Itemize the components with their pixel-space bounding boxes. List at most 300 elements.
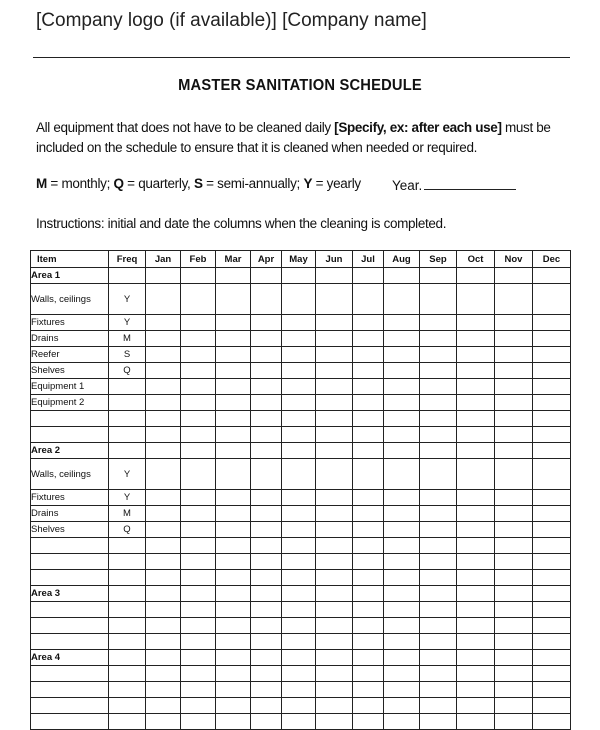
month-cell-apr[interactable]: [251, 618, 282, 634]
month-cell-sep[interactable]: [420, 506, 457, 522]
month-cell-apr[interactable]: [251, 331, 282, 347]
month-cell-mar[interactable]: [216, 331, 251, 347]
month-cell-apr[interactable]: [251, 714, 282, 730]
month-cell-may[interactable]: [282, 682, 316, 698]
month-cell-jun[interactable]: [316, 506, 353, 522]
month-cell-dec[interactable]: [533, 363, 571, 379]
month-cell-nov[interactable]: [495, 347, 533, 363]
month-cell-nov[interactable]: [495, 554, 533, 570]
month-cell-jul[interactable]: [353, 363, 384, 379]
month-cell-apr[interactable]: [251, 554, 282, 570]
month-cell-oct[interactable]: [457, 682, 495, 698]
month-cell-dec[interactable]: [533, 618, 571, 634]
month-cell-jun[interactable]: [316, 315, 353, 331]
month-cell-mar[interactable]: [216, 459, 251, 490]
month-cell-mar[interactable]: [216, 347, 251, 363]
month-cell-sep[interactable]: [420, 602, 457, 618]
month-cell-jul[interactable]: [353, 315, 384, 331]
month-cell-sep[interactable]: [420, 666, 457, 682]
month-cell-nov[interactable]: [495, 714, 533, 730]
month-cell-may[interactable]: [282, 666, 316, 682]
month-cell-mar[interactable]: [216, 618, 251, 634]
month-cell-dec[interactable]: [533, 570, 571, 586]
month-cell-nov[interactable]: [495, 315, 533, 331]
month-cell-mar[interactable]: [216, 315, 251, 331]
month-cell-feb[interactable]: [181, 490, 216, 506]
month-cell-jun[interactable]: [316, 570, 353, 586]
month-cell-sep[interactable]: [420, 586, 457, 602]
month-cell-dec[interactable]: [533, 315, 571, 331]
month-cell-oct[interactable]: [457, 666, 495, 682]
month-cell-may[interactable]: [282, 554, 316, 570]
month-cell-mar[interactable]: [216, 570, 251, 586]
month-cell-apr[interactable]: [251, 443, 282, 459]
month-cell-oct[interactable]: [457, 522, 495, 538]
month-cell-feb[interactable]: [181, 379, 216, 395]
month-cell-mar[interactable]: [216, 666, 251, 682]
month-cell-oct[interactable]: [457, 714, 495, 730]
month-cell-jun[interactable]: [316, 268, 353, 284]
month-cell-feb[interactable]: [181, 315, 216, 331]
month-cell-apr[interactable]: [251, 538, 282, 554]
month-cell-jun[interactable]: [316, 347, 353, 363]
month-cell-may[interactable]: [282, 506, 316, 522]
month-cell-sep[interactable]: [420, 682, 457, 698]
month-cell-feb[interactable]: [181, 347, 216, 363]
month-cell-jul[interactable]: [353, 666, 384, 682]
month-cell-oct[interactable]: [457, 443, 495, 459]
month-cell-nov[interactable]: [495, 682, 533, 698]
month-cell-jan[interactable]: [146, 522, 181, 538]
month-cell-apr[interactable]: [251, 490, 282, 506]
month-cell-mar[interactable]: [216, 395, 251, 411]
month-cell-aug[interactable]: [384, 411, 420, 427]
month-cell-may[interactable]: [282, 698, 316, 714]
month-cell-jan[interactable]: [146, 459, 181, 490]
month-cell-feb[interactable]: [181, 506, 216, 522]
month-cell-dec[interactable]: [533, 395, 571, 411]
month-cell-oct[interactable]: [457, 268, 495, 284]
month-cell-oct[interactable]: [457, 395, 495, 411]
month-cell-feb[interactable]: [181, 411, 216, 427]
month-cell-sep[interactable]: [420, 395, 457, 411]
month-cell-apr[interactable]: [251, 268, 282, 284]
month-cell-aug[interactable]: [384, 666, 420, 682]
month-cell-jul[interactable]: [353, 347, 384, 363]
month-cell-oct[interactable]: [457, 554, 495, 570]
month-cell-apr[interactable]: [251, 634, 282, 650]
month-cell-sep[interactable]: [420, 554, 457, 570]
month-cell-apr[interactable]: [251, 602, 282, 618]
month-cell-dec[interactable]: [533, 682, 571, 698]
month-cell-feb[interactable]: [181, 554, 216, 570]
month-cell-sep[interactable]: [420, 331, 457, 347]
month-cell-mar[interactable]: [216, 602, 251, 618]
month-cell-jul[interactable]: [353, 395, 384, 411]
month-cell-feb[interactable]: [181, 538, 216, 554]
month-cell-jun[interactable]: [316, 714, 353, 730]
month-cell-dec[interactable]: [533, 634, 571, 650]
month-cell-oct[interactable]: [457, 634, 495, 650]
month-cell-mar[interactable]: [216, 698, 251, 714]
month-cell-apr[interactable]: [251, 315, 282, 331]
month-cell-jan[interactable]: [146, 714, 181, 730]
month-cell-jan[interactable]: [146, 379, 181, 395]
month-cell-jun[interactable]: [316, 490, 353, 506]
month-cell-jul[interactable]: [353, 682, 384, 698]
month-cell-aug[interactable]: [384, 268, 420, 284]
month-cell-aug[interactable]: [384, 522, 420, 538]
month-cell-jul[interactable]: [353, 427, 384, 443]
month-cell-apr[interactable]: [251, 650, 282, 666]
month-cell-aug[interactable]: [384, 459, 420, 490]
month-cell-nov[interactable]: [495, 490, 533, 506]
month-cell-may[interactable]: [282, 268, 316, 284]
month-cell-jan[interactable]: [146, 411, 181, 427]
month-cell-may[interactable]: [282, 634, 316, 650]
month-cell-jan[interactable]: [146, 698, 181, 714]
month-cell-jan[interactable]: [146, 284, 181, 315]
month-cell-aug[interactable]: [384, 315, 420, 331]
month-cell-apr[interactable]: [251, 682, 282, 698]
month-cell-dec[interactable]: [533, 379, 571, 395]
month-cell-jul[interactable]: [353, 634, 384, 650]
month-cell-may[interactable]: [282, 650, 316, 666]
month-cell-may[interactable]: [282, 347, 316, 363]
month-cell-may[interactable]: [282, 714, 316, 730]
month-cell-nov[interactable]: [495, 363, 533, 379]
month-cell-jul[interactable]: [353, 570, 384, 586]
month-cell-sep[interactable]: [420, 379, 457, 395]
month-cell-dec[interactable]: [533, 411, 571, 427]
month-cell-nov[interactable]: [495, 634, 533, 650]
month-cell-jan[interactable]: [146, 570, 181, 586]
month-cell-aug[interactable]: [384, 682, 420, 698]
month-cell-mar[interactable]: [216, 522, 251, 538]
month-cell-aug[interactable]: [384, 395, 420, 411]
month-cell-jun[interactable]: [316, 602, 353, 618]
month-cell-jun[interactable]: [316, 443, 353, 459]
month-cell-jul[interactable]: [353, 411, 384, 427]
month-cell-jun[interactable]: [316, 427, 353, 443]
month-cell-jul[interactable]: [353, 443, 384, 459]
month-cell-jun[interactable]: [316, 395, 353, 411]
month-cell-mar[interactable]: [216, 586, 251, 602]
month-cell-oct[interactable]: [457, 411, 495, 427]
month-cell-sep[interactable]: [420, 698, 457, 714]
month-cell-mar[interactable]: [216, 634, 251, 650]
month-cell-feb[interactable]: [181, 666, 216, 682]
month-cell-nov[interactable]: [495, 411, 533, 427]
month-cell-may[interactable]: [282, 379, 316, 395]
month-cell-jan[interactable]: [146, 331, 181, 347]
month-cell-feb[interactable]: [181, 650, 216, 666]
month-cell-jan[interactable]: [146, 395, 181, 411]
month-cell-mar[interactable]: [216, 490, 251, 506]
month-cell-nov[interactable]: [495, 538, 533, 554]
month-cell-feb[interactable]: [181, 698, 216, 714]
month-cell-aug[interactable]: [384, 363, 420, 379]
month-cell-oct[interactable]: [457, 427, 495, 443]
month-cell-sep[interactable]: [420, 634, 457, 650]
month-cell-jun[interactable]: [316, 666, 353, 682]
month-cell-nov[interactable]: [495, 698, 533, 714]
month-cell-apr[interactable]: [251, 284, 282, 315]
month-cell-may[interactable]: [282, 443, 316, 459]
month-cell-feb[interactable]: [181, 363, 216, 379]
month-cell-sep[interactable]: [420, 714, 457, 730]
month-cell-may[interactable]: [282, 538, 316, 554]
month-cell-jan[interactable]: [146, 586, 181, 602]
month-cell-oct[interactable]: [457, 490, 495, 506]
month-cell-apr[interactable]: [251, 506, 282, 522]
month-cell-dec[interactable]: [533, 331, 571, 347]
month-cell-nov[interactable]: [495, 379, 533, 395]
month-cell-oct[interactable]: [457, 506, 495, 522]
month-cell-jan[interactable]: [146, 682, 181, 698]
month-cell-aug[interactable]: [384, 586, 420, 602]
month-cell-feb[interactable]: [181, 586, 216, 602]
month-cell-dec[interactable]: [533, 268, 571, 284]
month-cell-jan[interactable]: [146, 554, 181, 570]
month-cell-feb[interactable]: [181, 331, 216, 347]
month-cell-jul[interactable]: [353, 554, 384, 570]
month-cell-mar[interactable]: [216, 411, 251, 427]
month-cell-oct[interactable]: [457, 538, 495, 554]
month-cell-jan[interactable]: [146, 650, 181, 666]
month-cell-jan[interactable]: [146, 506, 181, 522]
month-cell-apr[interactable]: [251, 522, 282, 538]
month-cell-aug[interactable]: [384, 506, 420, 522]
month-cell-may[interactable]: [282, 284, 316, 315]
month-cell-dec[interactable]: [533, 459, 571, 490]
month-cell-jan[interactable]: [146, 666, 181, 682]
month-cell-apr[interactable]: [251, 459, 282, 490]
month-cell-feb[interactable]: [181, 268, 216, 284]
month-cell-sep[interactable]: [420, 411, 457, 427]
month-cell-nov[interactable]: [495, 618, 533, 634]
month-cell-dec[interactable]: [533, 698, 571, 714]
month-cell-apr[interactable]: [251, 666, 282, 682]
month-cell-nov[interactable]: [495, 443, 533, 459]
month-cell-mar[interactable]: [216, 268, 251, 284]
month-cell-jun[interactable]: [316, 650, 353, 666]
month-cell-oct[interactable]: [457, 363, 495, 379]
month-cell-nov[interactable]: [495, 427, 533, 443]
month-cell-aug[interactable]: [384, 602, 420, 618]
month-cell-jun[interactable]: [316, 586, 353, 602]
month-cell-nov[interactable]: [495, 268, 533, 284]
month-cell-dec[interactable]: [533, 490, 571, 506]
month-cell-sep[interactable]: [420, 363, 457, 379]
month-cell-sep[interactable]: [420, 538, 457, 554]
month-cell-dec[interactable]: [533, 538, 571, 554]
month-cell-jun[interactable]: [316, 698, 353, 714]
month-cell-apr[interactable]: [251, 379, 282, 395]
month-cell-jun[interactable]: [316, 331, 353, 347]
month-cell-oct[interactable]: [457, 650, 495, 666]
month-cell-aug[interactable]: [384, 284, 420, 315]
month-cell-feb[interactable]: [181, 443, 216, 459]
month-cell-nov[interactable]: [495, 284, 533, 315]
month-cell-apr[interactable]: [251, 586, 282, 602]
month-cell-aug[interactable]: [384, 427, 420, 443]
month-cell-jul[interactable]: [353, 459, 384, 490]
month-cell-dec[interactable]: [533, 650, 571, 666]
month-cell-aug[interactable]: [384, 570, 420, 586]
month-cell-jun[interactable]: [316, 284, 353, 315]
month-cell-oct[interactable]: [457, 379, 495, 395]
month-cell-jan[interactable]: [146, 602, 181, 618]
month-cell-dec[interactable]: [533, 284, 571, 315]
month-cell-mar[interactable]: [216, 506, 251, 522]
month-cell-aug[interactable]: [384, 698, 420, 714]
month-cell-oct[interactable]: [457, 698, 495, 714]
month-cell-nov[interactable]: [495, 586, 533, 602]
month-cell-jul[interactable]: [353, 602, 384, 618]
month-cell-sep[interactable]: [420, 490, 457, 506]
month-cell-sep[interactable]: [420, 618, 457, 634]
month-cell-sep[interactable]: [420, 522, 457, 538]
month-cell-jan[interactable]: [146, 618, 181, 634]
month-cell-mar[interactable]: [216, 427, 251, 443]
month-cell-oct[interactable]: [457, 284, 495, 315]
month-cell-jan[interactable]: [146, 490, 181, 506]
month-cell-feb[interactable]: [181, 618, 216, 634]
month-cell-oct[interactable]: [457, 602, 495, 618]
month-cell-feb[interactable]: [181, 522, 216, 538]
month-cell-mar[interactable]: [216, 284, 251, 315]
month-cell-jun[interactable]: [316, 459, 353, 490]
month-cell-aug[interactable]: [384, 347, 420, 363]
month-cell-mar[interactable]: [216, 554, 251, 570]
month-cell-apr[interactable]: [251, 411, 282, 427]
month-cell-nov[interactable]: [495, 602, 533, 618]
month-cell-jun[interactable]: [316, 538, 353, 554]
month-cell-mar[interactable]: [216, 538, 251, 554]
month-cell-may[interactable]: [282, 315, 316, 331]
month-cell-aug[interactable]: [384, 331, 420, 347]
month-cell-feb[interactable]: [181, 284, 216, 315]
month-cell-feb[interactable]: [181, 570, 216, 586]
month-cell-may[interactable]: [282, 427, 316, 443]
month-cell-oct[interactable]: [457, 618, 495, 634]
month-cell-jul[interactable]: [353, 698, 384, 714]
month-cell-aug[interactable]: [384, 650, 420, 666]
month-cell-may[interactable]: [282, 602, 316, 618]
month-cell-may[interactable]: [282, 363, 316, 379]
month-cell-jul[interactable]: [353, 331, 384, 347]
month-cell-jun[interactable]: [316, 522, 353, 538]
month-cell-sep[interactable]: [420, 459, 457, 490]
month-cell-jan[interactable]: [146, 538, 181, 554]
month-cell-jun[interactable]: [316, 379, 353, 395]
month-cell-dec[interactable]: [533, 443, 571, 459]
month-cell-mar[interactable]: [216, 682, 251, 698]
month-cell-dec[interactable]: [533, 522, 571, 538]
month-cell-sep[interactable]: [420, 347, 457, 363]
month-cell-sep[interactable]: [420, 315, 457, 331]
month-cell-may[interactable]: [282, 522, 316, 538]
month-cell-dec[interactable]: [533, 602, 571, 618]
month-cell-nov[interactable]: [495, 570, 533, 586]
month-cell-feb[interactable]: [181, 602, 216, 618]
month-cell-sep[interactable]: [420, 284, 457, 315]
month-cell-sep[interactable]: [420, 570, 457, 586]
month-cell-feb[interactable]: [181, 682, 216, 698]
month-cell-mar[interactable]: [216, 650, 251, 666]
month-cell-nov[interactable]: [495, 506, 533, 522]
month-cell-jul[interactable]: [353, 714, 384, 730]
month-cell-nov[interactable]: [495, 331, 533, 347]
month-cell-jul[interactable]: [353, 538, 384, 554]
month-cell-aug[interactable]: [384, 618, 420, 634]
month-cell-dec[interactable]: [533, 666, 571, 682]
month-cell-jan[interactable]: [146, 634, 181, 650]
month-cell-oct[interactable]: [457, 459, 495, 490]
month-cell-aug[interactable]: [384, 554, 420, 570]
month-cell-aug[interactable]: [384, 714, 420, 730]
month-cell-jun[interactable]: [316, 618, 353, 634]
month-cell-jul[interactable]: [353, 284, 384, 315]
month-cell-jul[interactable]: [353, 506, 384, 522]
month-cell-jul[interactable]: [353, 268, 384, 284]
month-cell-aug[interactable]: [384, 634, 420, 650]
month-cell-jun[interactable]: [316, 554, 353, 570]
month-cell-jan[interactable]: [146, 268, 181, 284]
month-cell-may[interactable]: [282, 618, 316, 634]
month-cell-feb[interactable]: [181, 634, 216, 650]
month-cell-mar[interactable]: [216, 379, 251, 395]
month-cell-jun[interactable]: [316, 682, 353, 698]
year-blank-line[interactable]: [424, 176, 516, 190]
month-cell-mar[interactable]: [216, 714, 251, 730]
month-cell-may[interactable]: [282, 411, 316, 427]
month-cell-jan[interactable]: [146, 363, 181, 379]
month-cell-dec[interactable]: [533, 427, 571, 443]
month-cell-feb[interactable]: [181, 427, 216, 443]
month-cell-jun[interactable]: [316, 411, 353, 427]
month-cell-mar[interactable]: [216, 443, 251, 459]
month-cell-dec[interactable]: [533, 554, 571, 570]
month-cell-feb[interactable]: [181, 395, 216, 411]
month-cell-aug[interactable]: [384, 443, 420, 459]
month-cell-may[interactable]: [282, 331, 316, 347]
month-cell-nov[interactable]: [495, 522, 533, 538]
month-cell-oct[interactable]: [457, 315, 495, 331]
month-cell-jun[interactable]: [316, 363, 353, 379]
month-cell-apr[interactable]: [251, 698, 282, 714]
month-cell-apr[interactable]: [251, 395, 282, 411]
month-cell-dec[interactable]: [533, 586, 571, 602]
month-cell-dec[interactable]: [533, 347, 571, 363]
month-cell-feb[interactable]: [181, 714, 216, 730]
month-cell-may[interactable]: [282, 490, 316, 506]
month-cell-jul[interactable]: [353, 522, 384, 538]
month-cell-nov[interactable]: [495, 395, 533, 411]
month-cell-nov[interactable]: [495, 650, 533, 666]
month-cell-feb[interactable]: [181, 459, 216, 490]
month-cell-apr[interactable]: [251, 363, 282, 379]
month-cell-oct[interactable]: [457, 331, 495, 347]
month-cell-oct[interactable]: [457, 347, 495, 363]
month-cell-jul[interactable]: [353, 618, 384, 634]
month-cell-apr[interactable]: [251, 427, 282, 443]
month-cell-aug[interactable]: [384, 490, 420, 506]
month-cell-jul[interactable]: [353, 650, 384, 666]
month-cell-jul[interactable]: [353, 379, 384, 395]
month-cell-nov[interactable]: [495, 666, 533, 682]
